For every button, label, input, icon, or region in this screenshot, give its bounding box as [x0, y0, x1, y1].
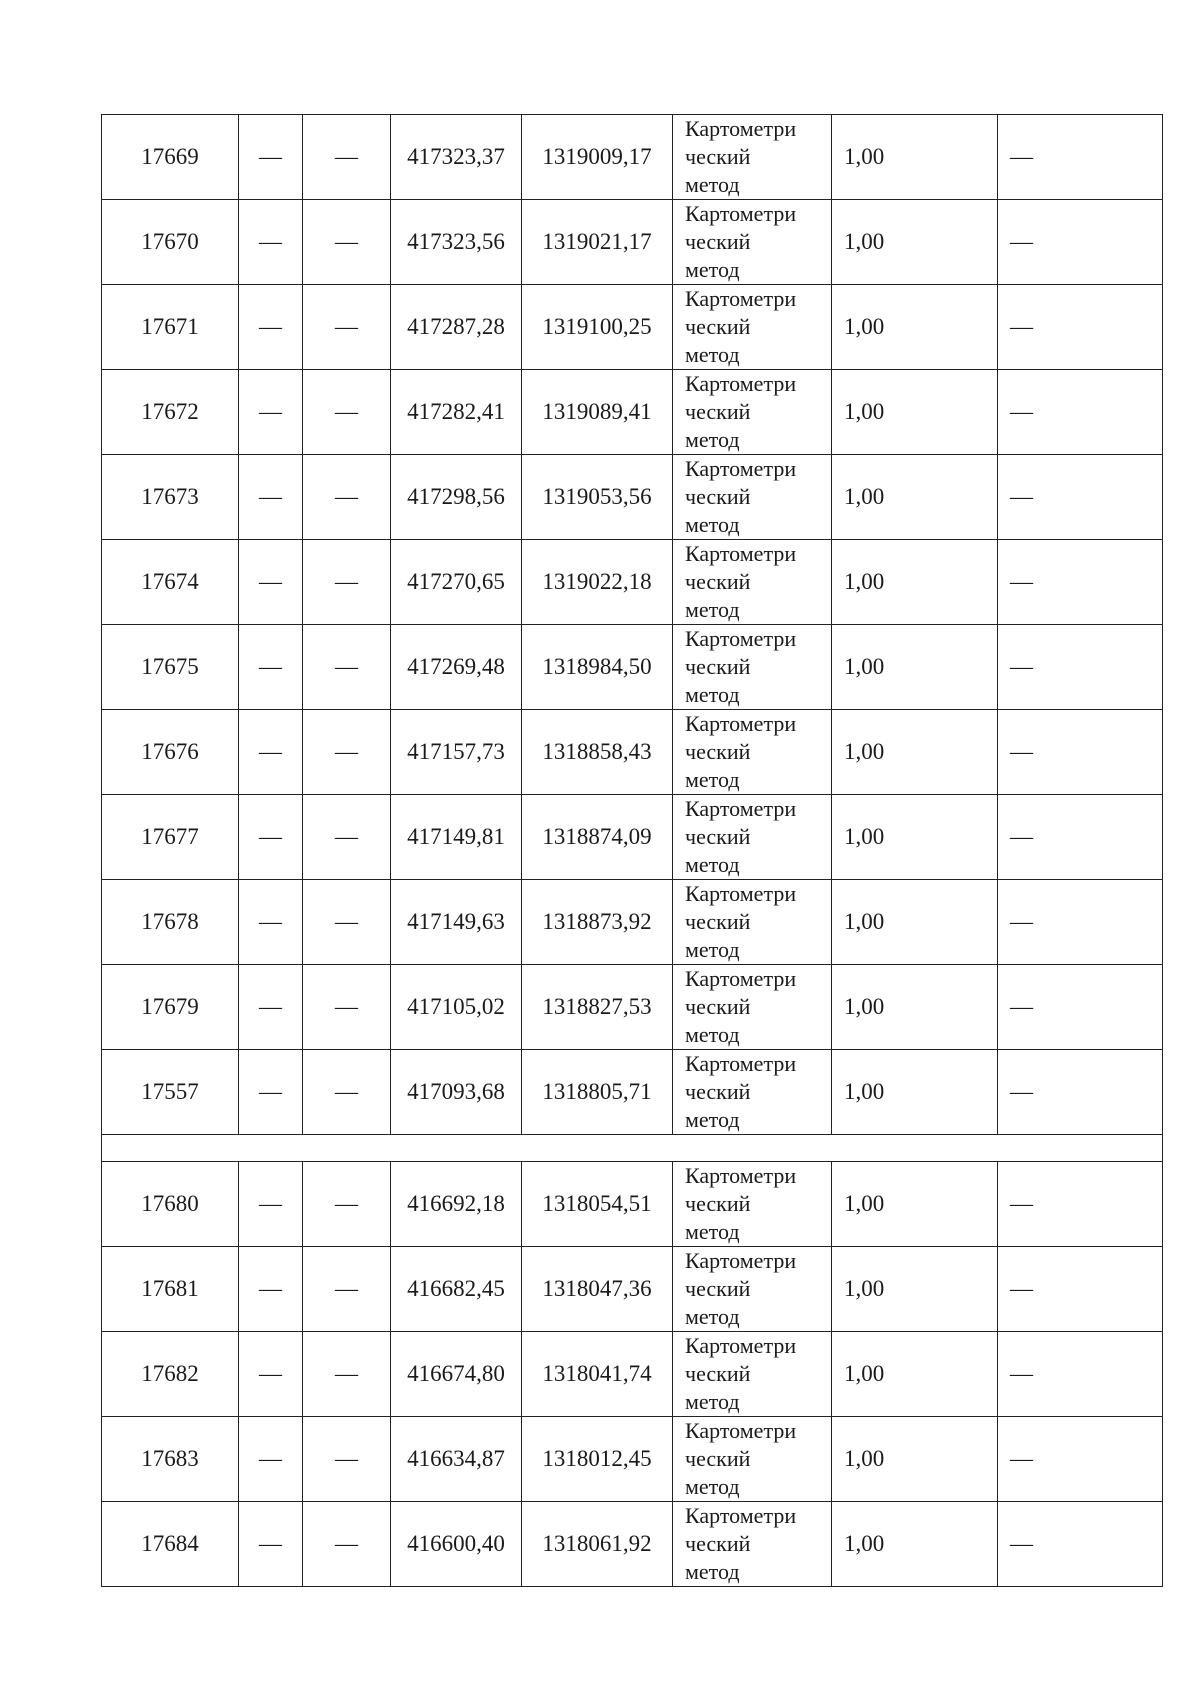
method-line: ческий — [685, 1531, 751, 1556]
accuracy-cell: 1,00 — [832, 1162, 998, 1247]
method-line: ческий — [685, 909, 751, 934]
method-line: метод — [685, 512, 740, 537]
method-line: ческий — [685, 144, 751, 169]
y-coordinate-cell: 1319021,17 — [522, 200, 673, 285]
method-cell — [673, 710, 832, 795]
method-line: Картометри — [685, 541, 797, 566]
dash-cell: — — [239, 795, 303, 880]
method-cell — [673, 625, 832, 710]
table-row — [102, 710, 1163, 795]
accuracy-cell: 1,00 — [832, 455, 998, 540]
method-line: Картометри — [685, 881, 797, 906]
method-line: Картометри — [685, 711, 797, 736]
table-row — [102, 1162, 1163, 1247]
table-row — [102, 1332, 1163, 1417]
accuracy-cell: 1,00 — [832, 1050, 998, 1135]
last-column-cell: — — [998, 200, 1163, 285]
last-column-cell: — — [998, 880, 1163, 965]
table-row — [102, 285, 1163, 370]
table-row — [102, 625, 1163, 710]
point-number-cell: 17669 — [102, 115, 239, 200]
x-coordinate-cell: 416634,87 — [391, 1417, 522, 1502]
dash-cell: — — [303, 1162, 391, 1247]
x-coordinate-cell: 417105,02 — [391, 965, 522, 1050]
method-cell — [673, 1050, 832, 1135]
accuracy-cell: 1,00 — [832, 370, 998, 455]
x-coordinate-cell: 417270,65 — [391, 540, 522, 625]
dash-cell: — — [239, 370, 303, 455]
method-line: ческий — [685, 739, 751, 764]
point-number-cell: 17682 — [102, 1332, 239, 1417]
last-column-cell: — — [998, 1050, 1163, 1135]
y-coordinate-cell: 1318054,51 — [522, 1162, 673, 1247]
method-line: метод — [685, 1219, 740, 1244]
dash-cell: — — [239, 710, 303, 795]
table-row — [102, 795, 1163, 880]
dash-cell: — — [303, 1332, 391, 1417]
table-row — [102, 1417, 1163, 1502]
x-coordinate-cell: 417157,73 — [391, 710, 522, 795]
dash-cell: — — [303, 455, 391, 540]
last-column-cell: — — [998, 285, 1163, 370]
table-row — [102, 1050, 1163, 1135]
point-number-cell: 17678 — [102, 880, 239, 965]
method-cell — [673, 1417, 832, 1502]
y-coordinate-cell: 1318873,92 — [522, 880, 673, 965]
method-cell — [673, 1332, 832, 1417]
dash-cell: — — [239, 965, 303, 1050]
method-line: Картометри — [685, 626, 797, 651]
method-line: Картометри — [685, 286, 797, 311]
last-column-cell: — — [998, 1417, 1163, 1502]
accuracy-cell: 1,00 — [832, 625, 998, 710]
method-line: ческий — [685, 1276, 751, 1301]
method-line: ческий — [685, 314, 751, 339]
point-number-cell: 17675 — [102, 625, 239, 710]
method-line: метод — [685, 427, 740, 452]
separator-cell — [102, 1135, 1163, 1162]
x-coordinate-cell: 417323,37 — [391, 115, 522, 200]
method-line: метод — [685, 1304, 740, 1329]
accuracy-cell: 1,00 — [832, 965, 998, 1050]
method-cell — [673, 795, 832, 880]
separator-row — [102, 1135, 1163, 1162]
method-line: Картометри — [685, 966, 797, 991]
table-row — [102, 965, 1163, 1050]
point-number-cell: 17683 — [102, 1417, 239, 1502]
method-cell — [673, 540, 832, 625]
y-coordinate-cell: 1319009,17 — [522, 115, 673, 200]
y-coordinate-cell: 1318805,71 — [522, 1050, 673, 1135]
dash-cell: — — [303, 115, 391, 200]
dash-cell: — — [303, 1502, 391, 1587]
method-line: ческий — [685, 654, 751, 679]
last-column-cell: — — [998, 795, 1163, 880]
point-number-cell: 17676 — [102, 710, 239, 795]
method-line: метод — [685, 682, 740, 707]
accuracy-cell: 1,00 — [832, 795, 998, 880]
last-column-cell: — — [998, 1332, 1163, 1417]
dash-cell: — — [239, 115, 303, 200]
document-page — [101, 114, 1162, 1587]
table-row — [102, 370, 1163, 455]
y-coordinate-cell: 1319089,41 — [522, 370, 673, 455]
method-line: Картометри — [685, 1333, 797, 1358]
method-line: метод — [685, 1022, 740, 1047]
x-coordinate-cell: 417269,48 — [391, 625, 522, 710]
method-cell — [673, 1162, 832, 1247]
point-number-cell: 17677 — [102, 795, 239, 880]
accuracy-cell: 1,00 — [832, 1417, 998, 1502]
method-cell — [673, 880, 832, 965]
accuracy-cell: 1,00 — [832, 880, 998, 965]
accuracy-cell: 1,00 — [832, 285, 998, 370]
dash-cell: — — [239, 200, 303, 285]
dash-cell: — — [239, 285, 303, 370]
y-coordinate-cell: 1318874,09 — [522, 795, 673, 880]
method-line: Картометри — [685, 1418, 797, 1443]
dash-cell: — — [303, 625, 391, 710]
dash-cell: — — [239, 1502, 303, 1587]
point-number-cell: 17673 — [102, 455, 239, 540]
accuracy-cell: 1,00 — [832, 115, 998, 200]
x-coordinate-cell: 417323,56 — [391, 200, 522, 285]
method-line: метод — [685, 1559, 740, 1584]
last-column-cell: — — [998, 710, 1163, 795]
method-cell — [673, 370, 832, 455]
method-line: ческий — [685, 484, 751, 509]
method-cell — [673, 115, 832, 200]
last-column-cell: — — [998, 965, 1163, 1050]
y-coordinate-cell: 1318047,36 — [522, 1247, 673, 1332]
table-separator — [102, 1135, 1163, 1162]
point-number-cell: 17670 — [102, 200, 239, 285]
method-line: Картометри — [685, 201, 797, 226]
dash-cell: — — [303, 370, 391, 455]
method-line: метод — [685, 597, 740, 622]
y-coordinate-cell: 1318827,53 — [522, 965, 673, 1050]
method-line: Картометри — [685, 1163, 797, 1188]
dash-cell: — — [303, 710, 391, 795]
x-coordinate-cell: 416682,45 — [391, 1247, 522, 1332]
point-number-cell: 17679 — [102, 965, 239, 1050]
x-coordinate-cell: 417298,56 — [391, 455, 522, 540]
method-line: Картометри — [685, 796, 797, 821]
x-coordinate-cell: 416600,40 — [391, 1502, 522, 1587]
method-line: метод — [685, 172, 740, 197]
x-coordinate-cell: 417287,28 — [391, 285, 522, 370]
method-line: метод — [685, 937, 740, 962]
dash-cell: — — [239, 455, 303, 540]
dash-cell: — — [303, 200, 391, 285]
table-row — [102, 200, 1163, 285]
method-line: Картометри — [685, 116, 797, 141]
table-row — [102, 880, 1163, 965]
point-number-cell: 17557 — [102, 1050, 239, 1135]
dash-cell: — — [239, 1417, 303, 1502]
method-line: ческий — [685, 1191, 751, 1216]
x-coordinate-cell: 416692,18 — [391, 1162, 522, 1247]
table-row — [102, 1247, 1163, 1332]
accuracy-cell: 1,00 — [832, 1332, 998, 1417]
x-coordinate-cell: 417093,68 — [391, 1050, 522, 1135]
accuracy-cell: 1,00 — [832, 200, 998, 285]
y-coordinate-cell: 1319022,18 — [522, 540, 673, 625]
method-line: метод — [685, 852, 740, 877]
method-line: ческий — [685, 1446, 751, 1471]
method-line: метод — [685, 257, 740, 282]
dash-cell: — — [303, 1247, 391, 1332]
y-coordinate-cell: 1318984,50 — [522, 625, 673, 710]
method-line: Картометри — [685, 456, 797, 481]
method-line: ческий — [685, 1361, 751, 1386]
method-line: метод — [685, 1389, 740, 1414]
x-coordinate-cell: 417149,81 — [391, 795, 522, 880]
dash-cell: — — [303, 965, 391, 1050]
method-cell — [673, 455, 832, 540]
dash-cell: — — [303, 540, 391, 625]
table-row — [102, 115, 1163, 200]
table-body-bottom — [102, 1162, 1163, 1587]
dash-cell: — — [239, 1247, 303, 1332]
x-coordinate-cell: 417149,63 — [391, 880, 522, 965]
dash-cell: — — [303, 880, 391, 965]
dash-cell: — — [303, 795, 391, 880]
method-cell — [673, 1247, 832, 1332]
table-body-top — [102, 115, 1163, 1135]
dash-cell: — — [239, 1050, 303, 1135]
method-line: ческий — [685, 569, 751, 594]
accuracy-cell: 1,00 — [832, 1247, 998, 1332]
last-column-cell: — — [998, 455, 1163, 540]
y-coordinate-cell: 1318041,74 — [522, 1332, 673, 1417]
accuracy-cell: 1,00 — [832, 710, 998, 795]
accuracy-cell: 1,00 — [832, 540, 998, 625]
dash-cell: — — [303, 285, 391, 370]
point-number-cell: 17681 — [102, 1247, 239, 1332]
method-line: ческий — [685, 994, 751, 1019]
point-number-cell: 17684 — [102, 1502, 239, 1587]
last-column-cell: — — [998, 540, 1163, 625]
dash-cell: — — [239, 540, 303, 625]
method-line: метод — [685, 1107, 740, 1132]
method-line: ческий — [685, 229, 751, 254]
x-coordinate-cell: 417282,41 — [391, 370, 522, 455]
point-number-cell: 17680 — [102, 1162, 239, 1247]
method-line: метод — [685, 342, 740, 367]
last-column-cell: — — [998, 115, 1163, 200]
accuracy-cell: 1,00 — [832, 1502, 998, 1587]
dash-cell: — — [239, 880, 303, 965]
last-column-cell: — — [998, 625, 1163, 710]
method-line: ческий — [685, 824, 751, 849]
method-line: Картометри — [685, 1248, 797, 1273]
method-cell — [673, 285, 832, 370]
method-line: метод — [685, 767, 740, 792]
dash-cell: — — [239, 1332, 303, 1417]
method-line: Картометри — [685, 371, 797, 396]
dash-cell: — — [239, 625, 303, 710]
table-row — [102, 540, 1163, 625]
y-coordinate-cell: 1319100,25 — [522, 285, 673, 370]
method-line: Картометри — [685, 1051, 797, 1076]
point-number-cell: 17674 — [102, 540, 239, 625]
method-cell — [673, 965, 832, 1050]
point-number-cell: 17671 — [102, 285, 239, 370]
last-column-cell: — — [998, 1162, 1163, 1247]
table-row — [102, 455, 1163, 540]
dash-cell: — — [303, 1417, 391, 1502]
method-cell — [673, 200, 832, 285]
table-row — [102, 1502, 1163, 1587]
y-coordinate-cell: 1318012,45 — [522, 1417, 673, 1502]
method-cell — [673, 1502, 832, 1587]
point-number-cell: 17672 — [102, 370, 239, 455]
x-coordinate-cell: 416674,80 — [391, 1332, 522, 1417]
y-coordinate-cell: 1318858,43 — [522, 710, 673, 795]
y-coordinate-cell: 1319053,56 — [522, 455, 673, 540]
method-line: ческий — [685, 399, 751, 424]
last-column-cell: — — [998, 370, 1163, 455]
dash-cell: — — [239, 1162, 303, 1247]
method-line: Картометри — [685, 1503, 797, 1528]
coordinates-table — [101, 114, 1163, 1587]
method-line: ческий — [685, 1079, 751, 1104]
last-column-cell: — — [998, 1247, 1163, 1332]
y-coordinate-cell: 1318061,92 — [522, 1502, 673, 1587]
dash-cell: — — [303, 1050, 391, 1135]
method-line: метод — [685, 1474, 740, 1499]
last-column-cell: — — [998, 1502, 1163, 1587]
